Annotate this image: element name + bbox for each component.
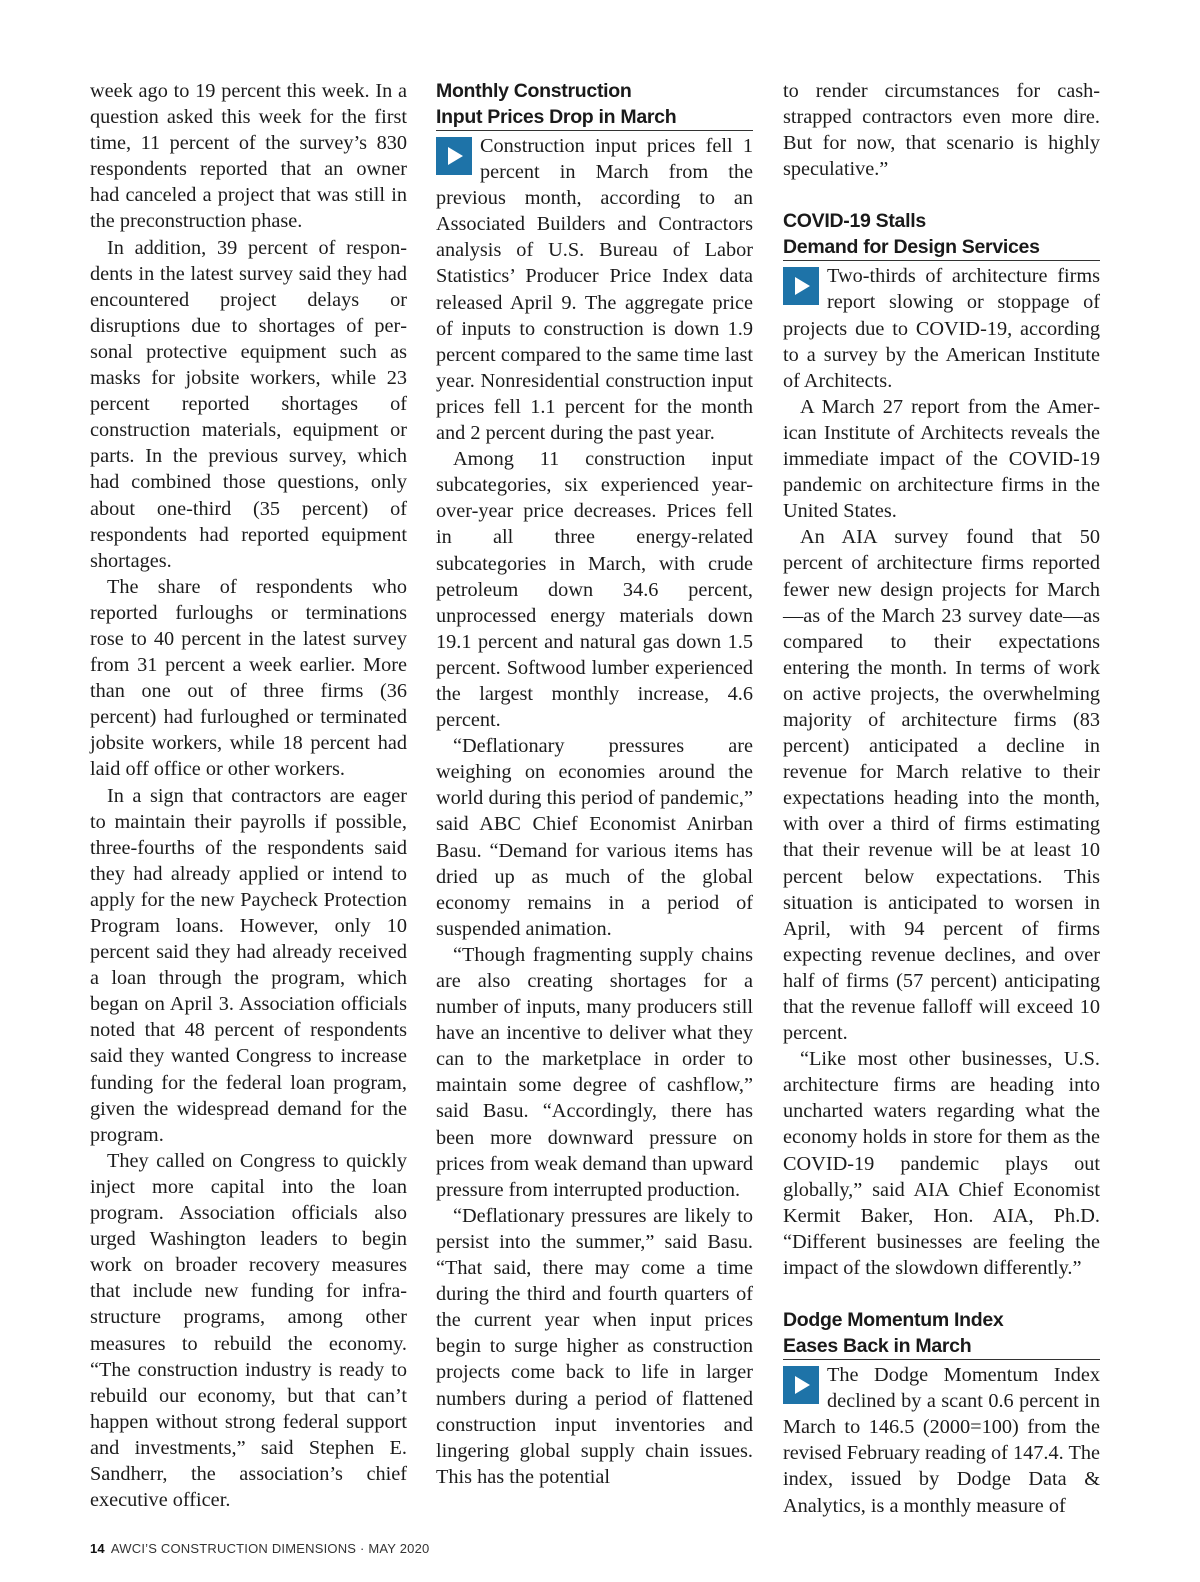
body-paragraph: “Deflationary pressures are likely to persist into the summer,” said Basu. “That said, there may come a time during the third and fourth quarters of the current year when input prices begin to surge higher as construction projects come back to life in larger numbers during a period of flattened construction input inventories and lingering global supply chain issues. This has the potential (436, 1204, 753, 1488)
body-paragraph: In addition, 39 percent of respondents in the latest survey said they had encountered project delays or disruptions due to shortages of personal protective equipment such as masks for jobsite workers, while 23 percent reported shortages of construction materials, equipment or parts. In the previous survey, which had combined those questions, only about one-third (35 percent) of respondents had reported equipment shortages. (90, 236, 407, 572)
play-arrow-icon (783, 267, 819, 305)
headline-line-1: COVID-19 Stalls (783, 210, 926, 233)
page-number: 14 (90, 1541, 105, 1556)
section-spacer (783, 182, 1100, 208)
column-2 (436, 78, 753, 1490)
play-arrow-icon (436, 137, 472, 175)
lead-paragraph-text: Two-thirds of architecture firms report slowing or stoppage of projects due to COVID-19, according to a survey by the American Institute of Architects. (783, 265, 1100, 392)
column-1 (90, 78, 407, 1513)
article-headline-input-prices (436, 78, 753, 131)
column-3 (783, 78, 1100, 1519)
body-paragraph: An AIA survey found that 50 percent of architecture firms reported fewer new design projects for March—as of the March 23 survey date—as compared to their expectations entering the month. In terms of work on active projects, the overwhelming majority of architecture firms (83 percent) anticipated a decline in revenue for March relative to their expectations heading into the month, with over a third of firms estimating that their revenue will be at least 10 percent below expectations. This situation is anticipated to worsen in April, with 94 percent of firms expecting revenue declines, and over half of firms (57 percent) anticipating that the revenue falloff will exceed 10 percent. (783, 526, 1100, 1045)
lead-paragraph (783, 263, 1100, 393)
body-paragraph: The share of respondents who reported furloughs or terminations rose to 40 percent in the latest survey from 31 percent a week earlier. More than one out of three firms (36 percent) had furloughed or terminated jobsite workers, while 18 percent had laid off office or other workers. (90, 575, 407, 781)
body-paragraph: They called on Congress to quickly inject more capital into the loan program. Association officials also urged Washington leaders to begin work on broader recovery measures that include new funding for infrastructure programs, among other measures to rebuild the economy. “The construction industry is ready to rebuild our economy, but that can’t happen without strong federal support and investments,” said Stephen E. Sandherr, the association’s chief executive officer. (90, 1149, 407, 1512)
body-paragraph: Among 11 construction input subcategories, six experienced year-over-year price decreases. Prices fell in all three energy-related subcategories in March, with crude petroleum down 34.6 percent, unprocessed energy materials down 19.1 percent and natural gas down 1.5 percent. Softwood lumber experienced the largest monthly increase, 4.6 percent. (436, 448, 753, 732)
body-paragraph: “Like most other businesses, U.S. architecture firms are heading into uncharted waters regarding what the economy holds in store for them as the COVID-19 pandemic plays out globally,” said AIA Chief Economist Kermit Baker, Hon. AIA, Ph.D. “Different businesses are feeling the impact of the slowdown differently.” (783, 1048, 1100, 1279)
section-spacer (783, 1281, 1100, 1307)
headline-line-2: Input Prices Drop in March (436, 106, 677, 128)
lead-paragraph (783, 1362, 1100, 1519)
body-paragraph: “Deflationary pressures are weighing on economies around the world during this period of pandemic,” said ABC Chief Economist Anirban Basu. “Demand for various items has dried up as much of the global economy remains in a period of suspended animation. (436, 735, 753, 940)
headline-line-1: Dodge Momentum Index (783, 1309, 1004, 1332)
body-paragraph: In a sign that contractors are eager to maintain their payrolls if possible, three-fourths of the respondents said they had already applied or intend to apply for the new Paycheck Protection Program loans. However, only 10 percent said they had already received a loan through the program, which began on April 3. Association officials noted that 48 percent of respondents said they wanted Congress to increase funding for the federal loan program, given the widespread demand for the program. (90, 784, 407, 1146)
continued-paragraph: to render circumstances for cash-strapped contractors even more dire. But for now, that scenario is highly speculative.” (783, 80, 1100, 181)
headline-line-1: Monthly Construction (436, 80, 632, 102)
article-headline-dodge-index (783, 1307, 1100, 1360)
lead-paragraph-text: Construction input prices fell 1 percent in March from the previous month, according to an Associated Builders and Contractors analysis of U.S. Bureau of Labor Statistics’ Producer Price Index data released April 9. The aggregate price of inputs to construction is down 1.9 percent compared to the same time last year. Nonresidential construction input prices fell 1.1 percent for the month and 2 percent during the past year. (436, 135, 753, 445)
headline-line-2: Demand for Design Services (783, 236, 1040, 259)
lead-paragraph (436, 133, 753, 446)
headline-line-2: Eases Back in March (783, 1335, 972, 1358)
play-arrow-icon (783, 1366, 819, 1404)
body-paragraph: A March 27 report from the American Institute of Architects reveals the immediate impact of the COVID-19 pandemic on architecture firms in the United States. (783, 395, 1100, 523)
body-paragraph: “Though fragmenting supply chains are also creating shortages for a number of inputs, many producers still have an incentive to deliver what they can to the marketplace in order to maintain some degree of cashflow,” said Basu. “Accordingly, there has been more downward pressure on prices from weak demand than upward pressure from interrupted production. (436, 943, 753, 1201)
lead-paragraph-text: The Dodge Momentum Index declined by a scant 0.6 percent in March to 146.5 (2000=100) from the revised February reading of 147.4. The index, issued by Dodge Data & Analytics, is a monthly measure of (783, 1364, 1100, 1517)
article-headline-covid-design (783, 208, 1100, 261)
page-footer (90, 1541, 429, 1556)
body-paragraph: week ago to 19 percent this week. In a question asked this week for the first time, 11 percent of the survey’s 830 respondents reported that an owner had canceled a project that was still in the preconstruction phase. (90, 80, 407, 233)
publication-info: AWCI’S CONSTRUCTION DIMENSIONS · MAY 2020 (110, 1541, 430, 1556)
